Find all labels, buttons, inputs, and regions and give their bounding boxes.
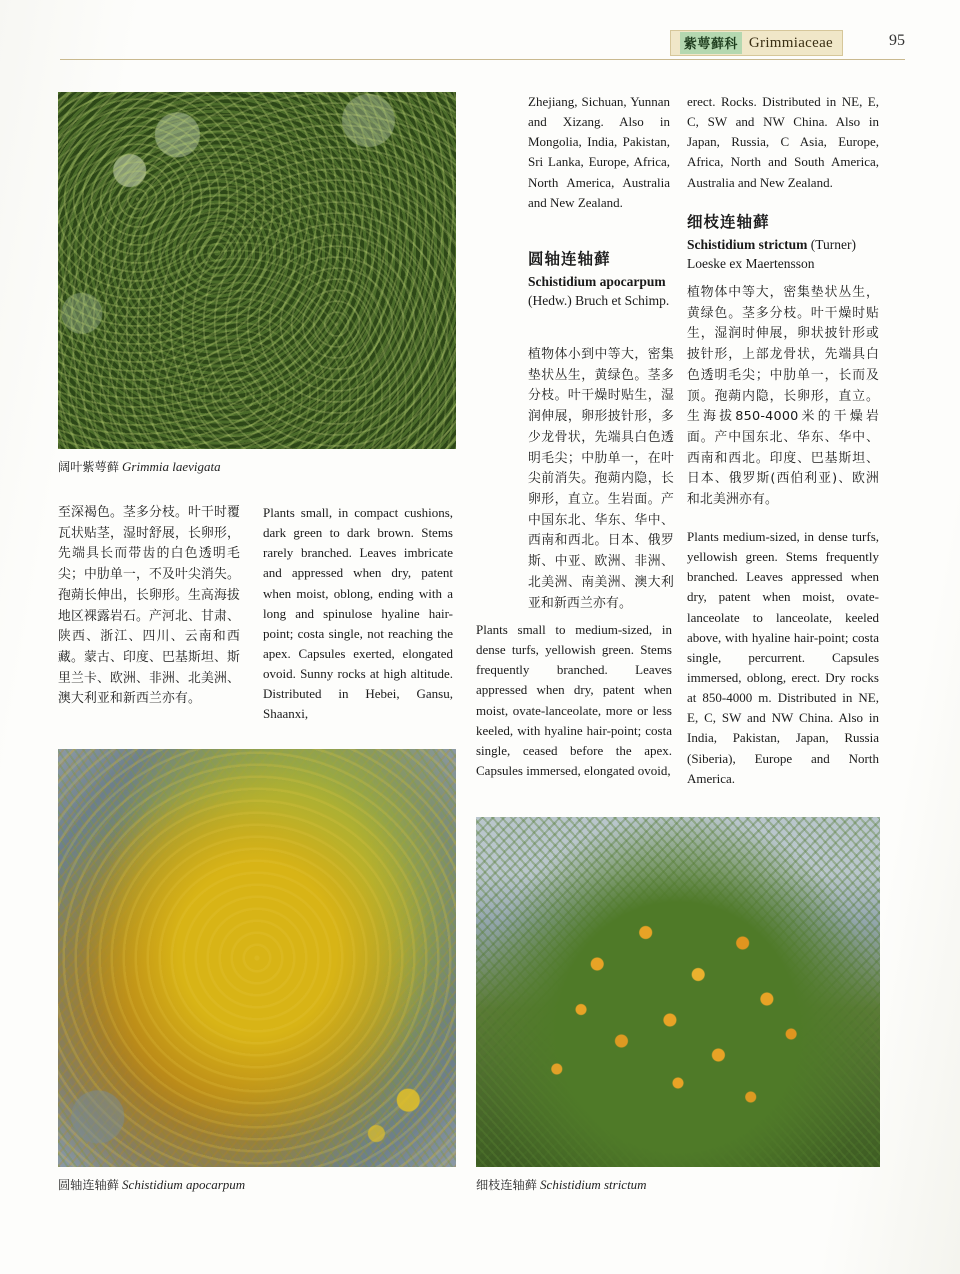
caption-schistidium-apocarpum <box>58 1177 458 1194</box>
species-name-latin <box>687 235 879 274</box>
species-name-chinese: 圆轴连轴藓 <box>528 250 611 268</box>
photo-schistidium-strictum <box>476 817 880 1167</box>
column-3-chinese-description: 植物体小到中等大，密集垫状丛生，黄绿色。茎多分枝。叶干燥时贴生，湿润伸展，卵形披针形，多少龙骨状，先端具白色透明毛尖；中肋单一，在叶尖前消失。孢蒴内隐，长卵形，直立。生岩面。产中国东北、华东、华中、西南和西北。日本、俄罗斯、中亚、欧洲、非洲、北美洲、南美洲、澳大利亚和新西兰亦有。 <box>528 347 674 611</box>
family-header-band <box>670 30 843 56</box>
photo-grimmia-laevigata <box>58 92 456 449</box>
species-heading-apocarpum <box>528 249 674 311</box>
caption-chinese: 圆轴连轴藓 <box>58 1178 119 1192</box>
column-3-english-description: Plants small to medium-sized, in dense turfs, yellowish green. Stems frequently branched. Leaves appressed when dry, patent when moist, ovate-lanceolate, more or less keeled, with hyaline hair-point; costa single, ceased before the apex. Capsules immersed, elongated ovoid, <box>476 622 672 778</box>
column-1-chinese-text: 至深褐色。茎多分枝。叶干时覆瓦状贴茎，湿时舒展，长卵形，先端具长而带齿的白色透明毛尖；中肋单一，不及叶尖消失。孢蒴长伸出，长卵形。生高海拔地区裸露岩石。产河北、甘肃、陕西、浙江、四川、云南和西藏。蒙古、印度、巴基斯坦、斯里兰卡、欧洲、非洲、北美洲、澳大利亚和新西兰亦有。 <box>58 505 240 707</box>
species-heading-strictum <box>687 212 879 274</box>
caption-latin: Grimmia laevigata <box>122 459 221 474</box>
column-4-chinese-description: 植物体中等大，密集垫状丛生，黄绿色。茎多分枝。叶干燥时贴生，湿润时伸展，卵状披针形或披针形，上部龙骨状，先端具白色透明毛尖；中肋单一，长而及顶。孢蒴内隐，长卵形，直立。生海拔850-4000米的干燥岩面。产中国东北、华东、华中、西南和西北。印度、巴基斯坦、日本、俄罗斯(西伯利亚)、欧洲和北美洲亦有。 <box>687 285 879 508</box>
species-name-latin <box>528 272 674 311</box>
species-name-chinese: 细枝连轴藓 <box>687 213 770 231</box>
column-4-english-description: Plants medium-sized, in dense turfs, yellowish green. Stems frequently branched. Leaves appressed when dry, patent when moist, ovate-lanceolate to lanceolate, keeled above, with hyaline hair-point; costa single, percurrent. Capsules immersed, oblong, erect. Dry rocks at 850-4000 m. Distributed in NE, E, C, SW and NW China. Also in India, Pakistan, Japan, Russia (Siberia), Europe and North America. <box>687 529 879 786</box>
column-2-english-text: Plants small, in compact cushions, dark green to dark brown. Stems rarely branched. Leaves imbricate and appressed when dry, patent when moist, oblong, ending with a long and spinulose hyaline hair-point; costa single, not reaching the apex. Capsules exerted, elongated ovoid. Sunny rocks at high altitude. Distributed in Hebei, Gansu, Shaanxi, <box>263 505 453 722</box>
species-binomial: Schistidium strictum <box>687 236 808 252</box>
caption-schistidium-strictum <box>476 1177 880 1194</box>
column-3-continued-text: Zhejiang, Sichuan, Yunnan and Xizang. Also in Mongolia, India, Pakistan, Sri Lanka, Europe, Africa, North America, Australia and New Zealand. <box>528 94 670 210</box>
caption-latin: Schistidium strictum <box>540 1177 647 1192</box>
page-header <box>60 30 905 60</box>
species-author: (Hedw.) Bruch et Schimp. <box>528 293 670 309</box>
caption-latin: Schistidium apocarpum <box>122 1177 246 1192</box>
caption-chinese: 阔叶紫萼藓 <box>58 460 119 474</box>
species-author: (Turner) Loeske ex Maertensson <box>687 236 857 272</box>
family-name-chinese: 紫萼藓科 <box>680 32 742 54</box>
species-binomial: Schistidium apocarpum <box>528 273 666 289</box>
caption-grimmia-laevigata <box>58 459 458 476</box>
family-name-latin: Grimmiaceae <box>748 34 833 51</box>
column-4-continued-text: erect. Rocks. Distributed in NE, E, C, SW and NW China. Also in Japan, Russia, C Asia, Europe, Africa, North and South America, Australia and New Zealand. <box>687 94 879 190</box>
header-rule <box>60 59 905 60</box>
caption-chinese: 细枝连轴藓 <box>476 1178 537 1192</box>
page-number: 95 <box>889 32 905 49</box>
photo-schistidium-apocarpum <box>58 749 456 1167</box>
